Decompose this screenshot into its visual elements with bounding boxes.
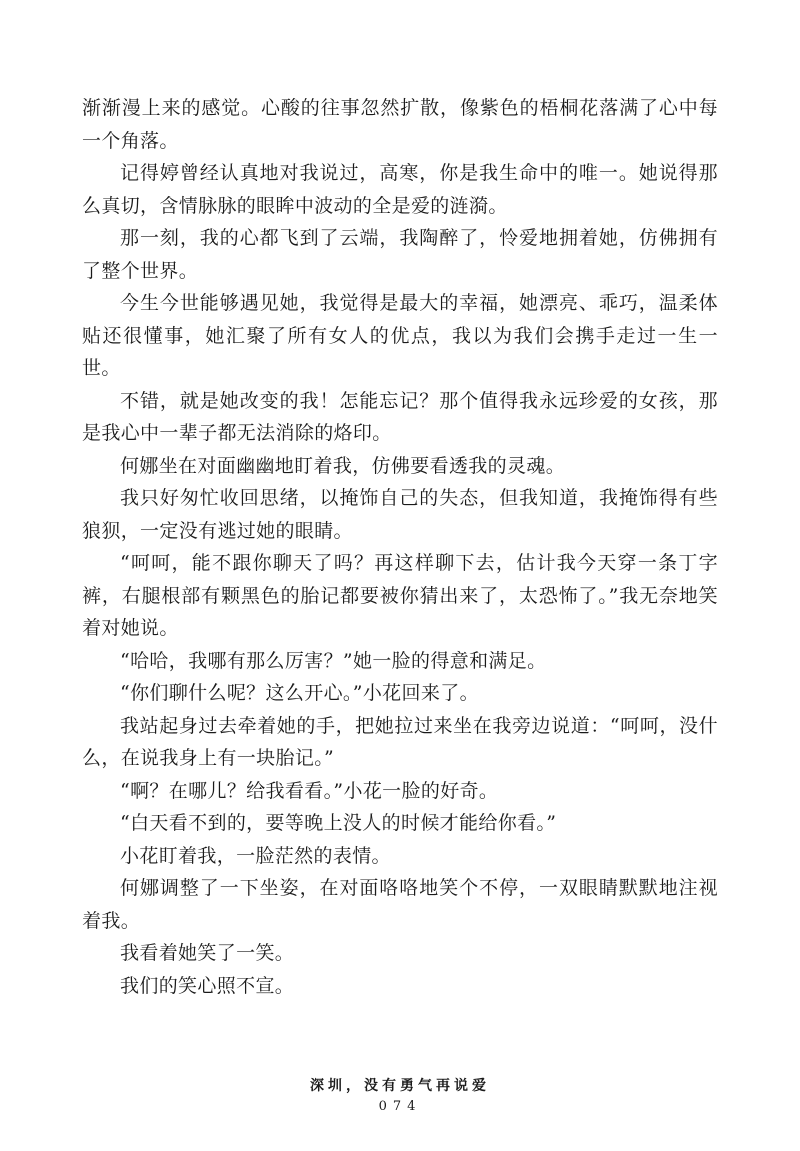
paragraph: 我们的笑心照不宣。 [120, 974, 295, 997]
paragraph: 我只好匆忙收回思绪，以掩饰自己的失态，但我知道，我掩饰得有些狼狈，一定没有逃过她的眼睛。 [82, 487, 718, 542]
paragraph: 今生今世能够遇见她，我觉得是最大的幸福，她漂亮、乖巧，温柔体贴还很懂事，她汇聚了所有女人的优点，我以为我们会携手走过一生一世。 [82, 292, 718, 379]
paragraph: 那一刻，我的心都飞到了云端，我陶醉了，怜爱地拥着她，仿佛拥有了整个世界。 [82, 227, 718, 282]
paragraph: 何娜调整了一下坐姿，在对面咯咯地笑个不停，一双眼睛默默地注视着我。 [82, 877, 718, 932]
paragraph: 何娜坐在对面幽幽地盯着我，仿佛要看透我的灵魂。 [120, 454, 566, 477]
paragraph: 不错，就是她改变的我！怎能忘记？那个值得我永远珍爱的女孩，那是我心中一辈子都无法消除的烙印。 [82, 389, 718, 444]
footer-book-title: 深圳，没有勇气再说爱 [310, 1078, 490, 1094]
paragraph: “哈哈，我哪有那么厉害？”她一脸的得意和满足。 [120, 649, 547, 672]
paragraph: 记得婷曾经认真地对我说过，高寒，你是我生命中的唯一。她说得那么真切，含情脉脉的眼眸中波动的全是爱的涟漪。 [82, 162, 718, 217]
page-body-text [82, 92, 718, 1002]
paragraph: 我看着她笑了一笑。 [120, 942, 295, 964]
paragraph: “白天看不到的，要等晚上没人的时候才能给你看。” [120, 812, 557, 834]
paragraph: “你们聊什么呢？这么开心。”小花回来了。 [120, 682, 479, 704]
paragraph: 我站起身过去牵着她的手，把她拉过来坐在我旁边说道：“呵呵，没什么，在说我身上有一块胎记。” [82, 714, 718, 769]
paragraph: “呵呵，能不跟你聊天了吗？再这样聊下去，估计我今天穿一条丁字裤，右腿根部有颗黑色的胎记都要被你猜出来了，太恐怖了。”我无奈地笑着对她说。 [82, 552, 718, 639]
footer-page-number: 074 [378, 1099, 422, 1114]
paragraph: “啊？在哪儿？给我看看。”小花一脸的好奇。 [120, 779, 499, 802]
paragraph: 小花盯着我，一脸茫然的表情。 [120, 844, 391, 867]
paragraph: 渐渐漫上来的感觉。心酸的往事忽然扩散，像紫色的梧桐花落满了心中每一个角落。 [82, 97, 718, 152]
